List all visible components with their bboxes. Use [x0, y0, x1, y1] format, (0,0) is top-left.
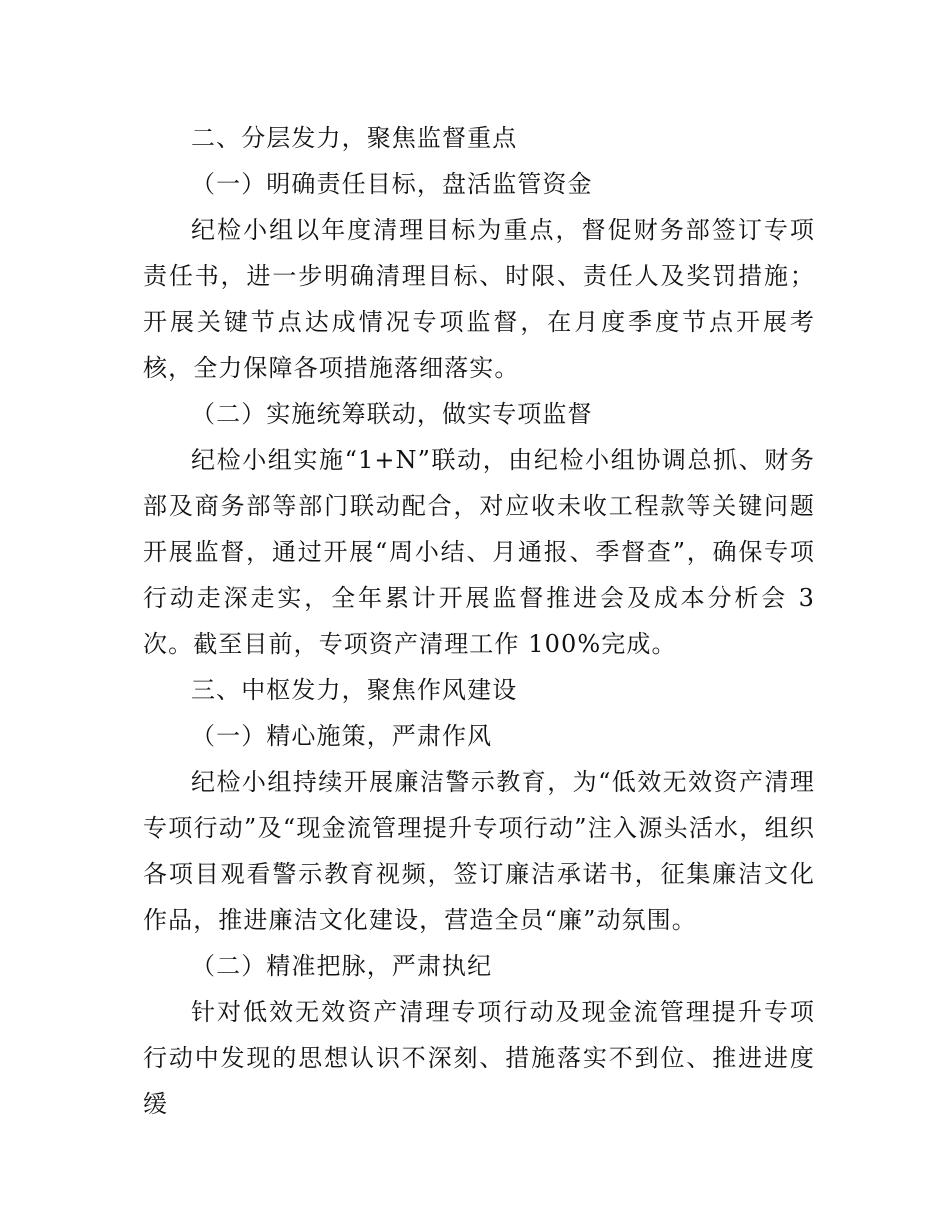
body-paragraph: 纪检小组以年度清理目标为重点，督促财务部签订专项责任书，进一步明确清理目标、时限、责任人及奖罚措施；开展关键节点达成情况专项监督，在月度季度节点开展考核，全力保障各项措施落细落实。	[143, 216, 815, 382]
subheading-3-1: （一）精心施策，严肃作风	[191, 722, 493, 750]
subheading-2-1: （一）明确责任目标，盘活监管资金	[191, 170, 593, 198]
body-paragraph: 纪检小组实施“1+N”联动，由纪检小组协调总抓、财务部及商务部等部门联动配合，对应收未收工程款等关键问题开展监督，通过开展“周小结、月通报、季督查”，确保专项行动走深走实，全年累计开展监督推进会及成本分析会 3 次。截至目前，专项资产清理工作 100%完成。	[143, 446, 815, 658]
heading-section-3: 三、中枢发力，聚焦作风建设	[191, 676, 518, 704]
body-paragraph: 针对低效无效资产清理专项行动及现金流管理提升专项行动中发现的思想认识不深刻、措施落实不到位、推进进度缓	[143, 998, 815, 1118]
subheading-3-2: （二）精准把脉，严肃执纪	[191, 952, 493, 980]
document-body	[143, 115, 815, 1127]
heading-section-2: 二、分层发力，聚焦监督重点	[191, 124, 518, 152]
body-paragraph: 纪检小组持续开展廉洁警示教育，为“低效无效资产清理专项行动”及“现金流管理提升专项行动”注入源头活水，组织各项目观看警示教育视频，签订廉洁承诺书，征集廉洁文化作品，推进廉洁文化建设，营造全员“廉”动氛围。	[143, 768, 815, 934]
subheading-2-2: （二）实施统筹联动，做实专项监督	[191, 400, 593, 428]
